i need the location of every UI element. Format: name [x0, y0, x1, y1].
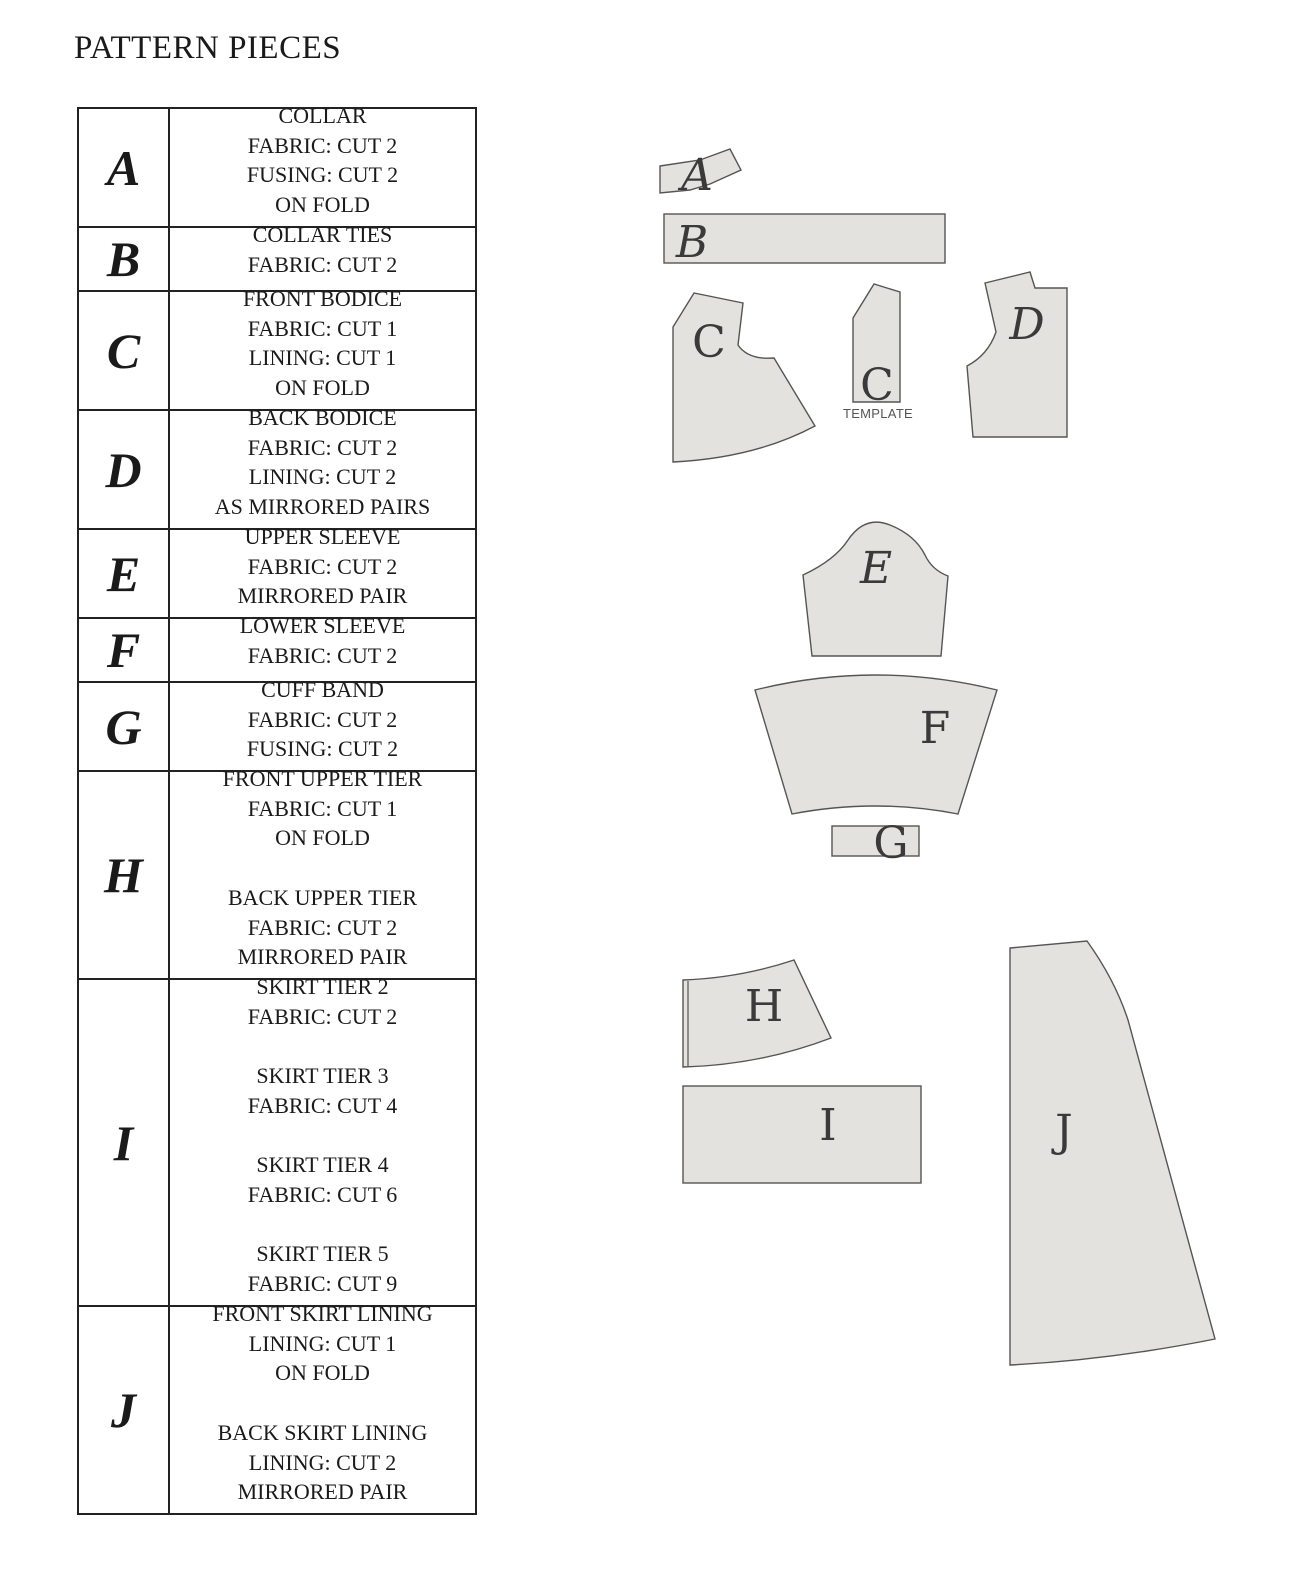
template-caption: TEMPLATE [842, 406, 914, 421]
piece-g-label: G [873, 818, 909, 869]
piece-h-label: H [744, 981, 784, 1032]
piece-j-label: J [1055, 1106, 1073, 1157]
piece-description-text: UPPER SLEEVE FABRIC: CUT 2 MIRRORED PAIR [237, 524, 408, 609]
piece-description-text: SKIRT TIER 2 FABRIC: CUT 2 SKIRT TIER 3 FABRIC: CUT 4 SKIRT TIER 4 FABRIC: CUT 6 SKIRT TIER 5 FABRIC: CUT 9 [247, 974, 398, 1297]
piece-letter: I [78, 979, 169, 1306]
piece-d-shape [967, 272, 1067, 437]
piece-letter: C [78, 291, 169, 410]
piece-description-text: COLLAR FABRIC: CUT 2 FUSING: CUT 2 ON FOLD [246, 103, 399, 218]
piece-b-label: B [675, 217, 709, 268]
piece-j-shape [1010, 941, 1215, 1365]
piece-description-text: LOWER SLEEVE FABRIC: CUT 2 [239, 613, 406, 668]
piece-a-label: A [681, 150, 713, 201]
piece-letter: H [78, 771, 169, 979]
piece-letter: J [78, 1306, 169, 1514]
piece-description-text: FRONT UPPER TIER FABRIC: CUT 1 ON FOLD BACK UPPER TIER FABRIC: CUT 2 MIRRORED PAIR [222, 766, 423, 970]
piece-c-label: C [692, 317, 726, 368]
piece-letter: G [78, 682, 169, 771]
piece-letter: F [78, 618, 169, 682]
piece-d-label: D [1009, 299, 1045, 350]
piece-description-text: COLLAR TIES FABRIC: CUT 2 [247, 222, 398, 277]
piece-letter: A [78, 108, 169, 227]
piece-letter: D [78, 410, 169, 529]
piece-i-shape [683, 1086, 921, 1183]
page-title: PATTERN PIECES [74, 30, 342, 66]
piece-c-template-label: C [860, 360, 894, 411]
piece-letter: B [78, 227, 169, 291]
piece-f-label: F [919, 703, 951, 754]
piece-description-text: FRONT BODICE FABRIC: CUT 1 LINING: CUT 1 ON FOLD [242, 286, 403, 401]
piece-description-text: CUFF BAND FABRIC: CUT 2 FUSING: CUT 2 [246, 677, 399, 762]
piece-e-label: E [859, 543, 893, 594]
piece-i-label: I [819, 1100, 837, 1151]
piece-letter: E [78, 529, 169, 618]
piece-description-text: FRONT SKIRT LINING LINING: CUT 1 ON FOLD BACK SKIRT LINING LINING: CUT 2 MIRRORED PAIR [212, 1301, 433, 1505]
piece-description-text: BACK BODICE FABRIC: CUT 2 LINING: CUT 2 AS MIRRORED PAIRS [214, 405, 431, 520]
piece-f-shape [755, 675, 997, 814]
